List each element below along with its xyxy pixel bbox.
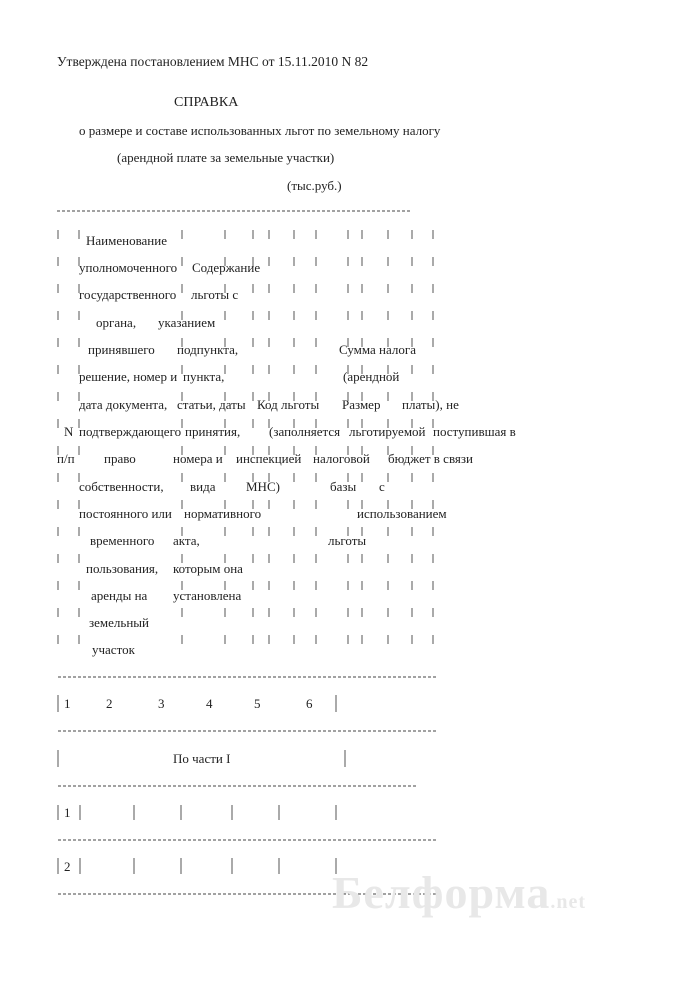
document-subtitle-2: (арендной плате за земельные участки) (117, 150, 335, 165)
table-row: 2 (64, 859, 71, 874)
document-title: СПРАВКА (174, 95, 239, 110)
column-number: 2 (106, 696, 113, 711)
watermark-logo: Белформа.net (332, 867, 587, 918)
column-number: 6 (306, 696, 313, 711)
row-1-separators (58, 805, 336, 820)
units-label: (тыс.руб.) (287, 178, 342, 193)
column-number: 3 (158, 696, 165, 711)
column-number: 5 (254, 696, 261, 711)
col-number-separators (58, 695, 336, 712)
row-2-separators (58, 858, 336, 874)
column-number: 4 (206, 696, 213, 711)
document-subtitle-1: о размере и составе использованных льгот по земельному налогу (79, 123, 441, 138)
table-row: 1 (64, 805, 71, 820)
section-title: По части I (173, 751, 231, 766)
column-number: 1 (64, 696, 71, 711)
approval-line: Утверждена постановлением МНС от 15.11.2010 N 82 (57, 54, 369, 69)
